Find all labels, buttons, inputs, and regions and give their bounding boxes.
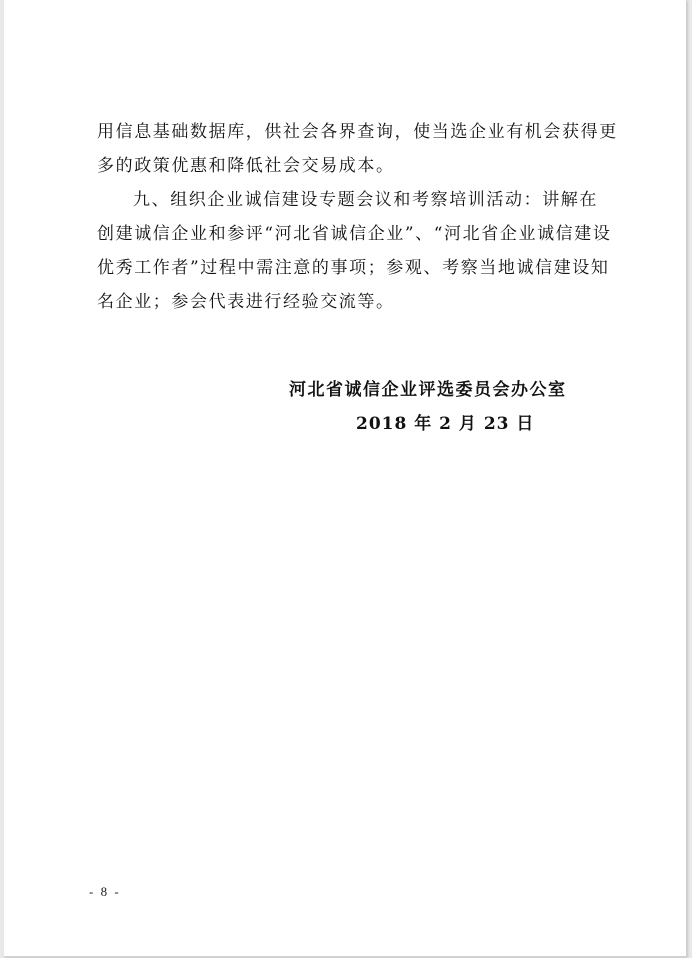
document-page [4, 0, 687, 957]
body-line: 用信息基础数据库，供社会各界查询，使当选企业有机会获得更 [97, 122, 618, 142]
body-line: 名企业；参会代表进行经验交流等。 [97, 292, 395, 312]
page-number: - 8 - [89, 884, 121, 899]
body-line: 九、组织企业诚信建设专题会议和考察培训活动：讲解在 [133, 190, 598, 210]
body-line: 优秀工作者”过程中需注意的事项；参观、考察当地诚信建设知 [97, 258, 610, 278]
body-line: 多的政策优惠和降低社会交易成本。 [97, 156, 395, 176]
signature-date: 2018 年 2 月 23 日 [356, 414, 535, 434]
body-line: 创建诚信企业和参评“河北省诚信企业”、“河北省企业诚信建设 [97, 224, 612, 244]
document-body [97, 115, 617, 319]
signature-organization: 河北省诚信企业评选委员会办公室 [289, 380, 567, 400]
